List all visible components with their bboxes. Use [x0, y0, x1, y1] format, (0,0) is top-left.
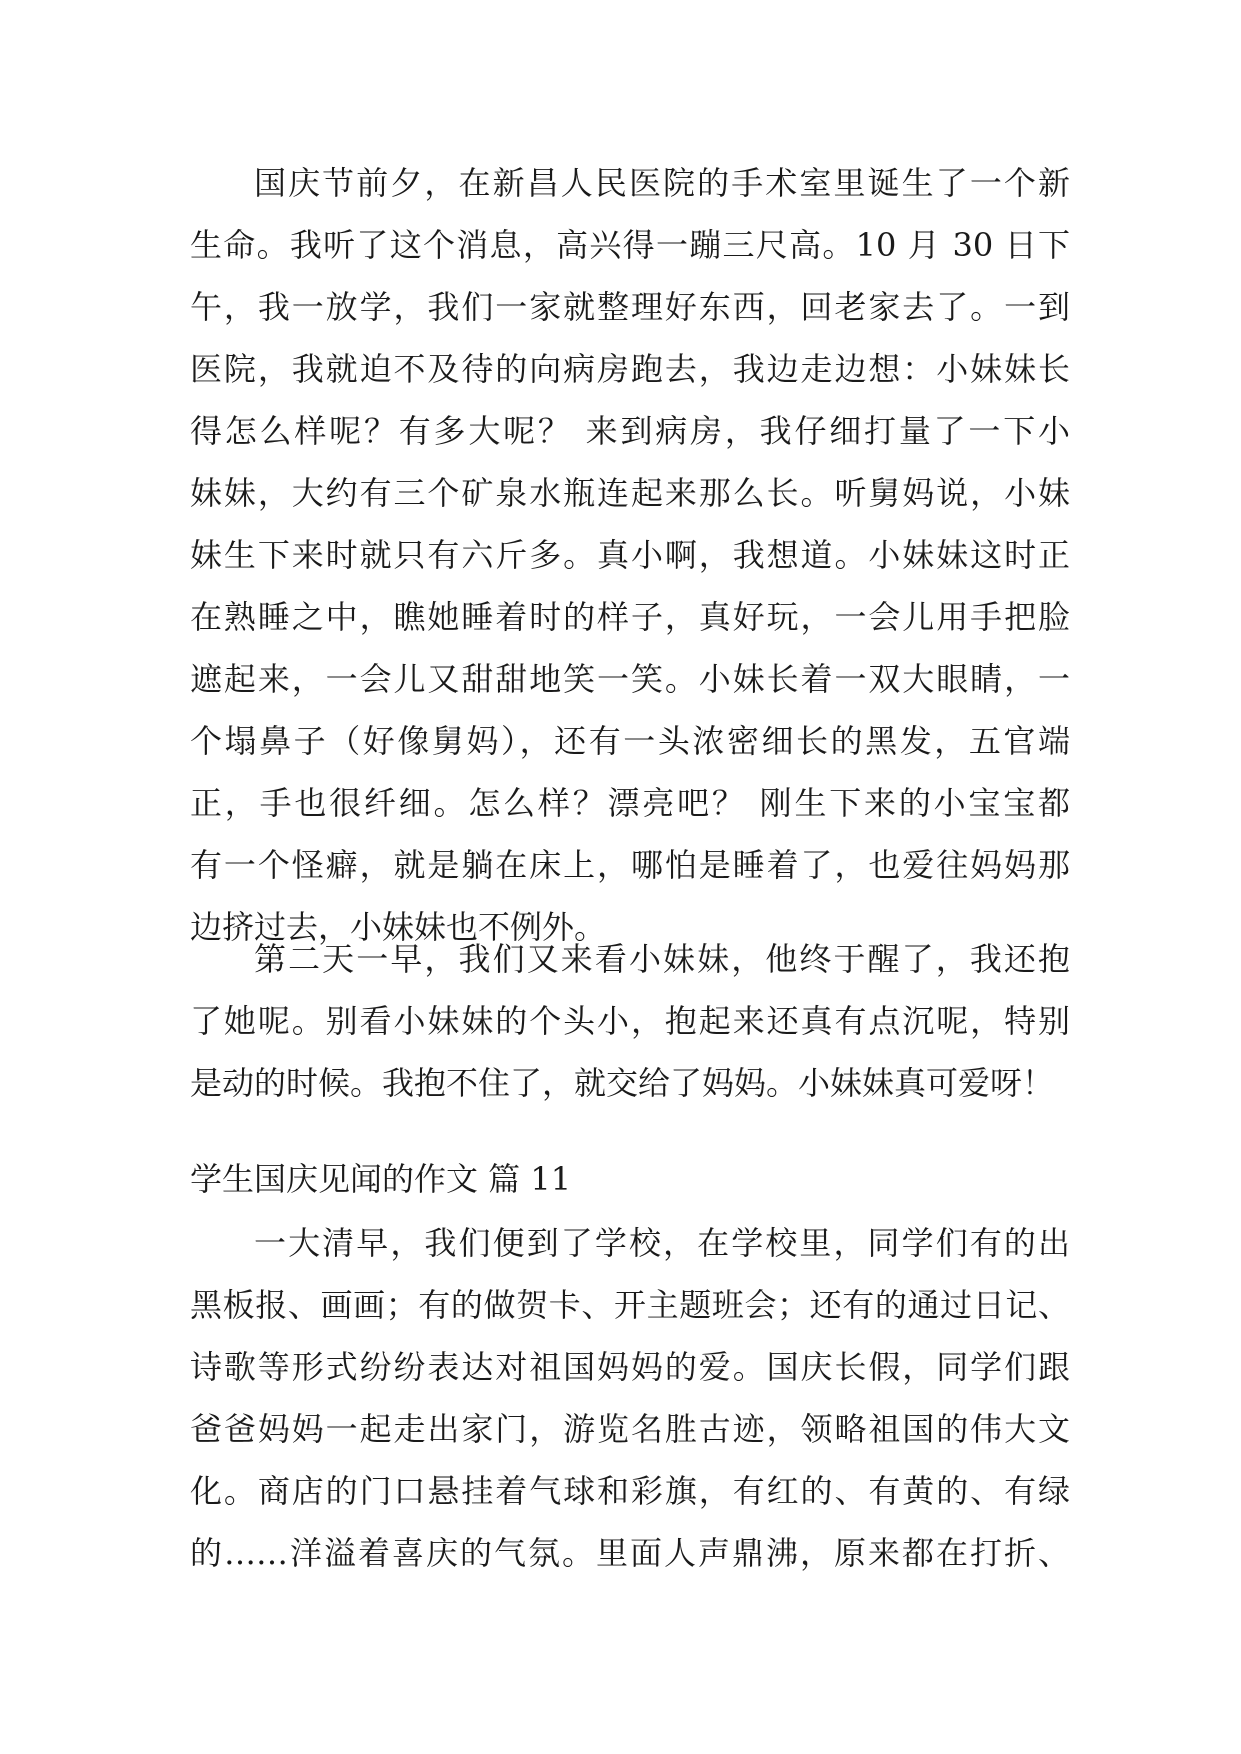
paragraph-school-celebration: [190, 1212, 1070, 1584]
paragraph-line: 的……洋溢着喜庆的气氛。里面人声鼎沸，原来都在打折、: [190, 1534, 1070, 1572]
paragraph-line: 是动的时候。我抱不住了，就交给了妈妈。小妹妹真可爱呀！: [190, 1064, 1055, 1102]
paragraph-holding-sister: [190, 928, 1070, 1114]
section-heading: 学生国庆见闻的作文 篇 11: [190, 1160, 572, 1198]
paragraph-line: 第二天一早，我们又来看小妹妹，他终于醒了，我还抱: [254, 940, 1070, 978]
paragraph-line: 边挤过去，小妹妹也不例外。: [190, 908, 607, 946]
paragraph-line: 爸爸妈妈一起走出家门，游览名胜古迹，领略祖国的伟大文: [190, 1410, 1070, 1448]
paragraph-line: 有一个怪癖，就是躺在床上，哪怕是睡着了，也爱往妈妈那: [190, 846, 1070, 884]
paragraph-line: 午，我一放学，我们一家就整理好东西，回老家去了。一到: [190, 288, 1070, 326]
paragraph-line: 在熟睡之中，瞧她睡着时的样子，真好玩，一会儿用手把脸: [190, 598, 1070, 636]
paragraph-line: 个塌鼻子（好像舅妈），还有一头浓密细长的黑发，五官端: [190, 722, 1070, 760]
paragraph-line: 一大清早，我们便到了学校，在学校里，同学们有的出: [254, 1224, 1070, 1262]
paragraph-line: 生命。我听了这个消息，高兴得一蹦三尺高。10 月 30 日下: [190, 226, 1070, 264]
paragraph-birth-of-sister: [190, 152, 1070, 958]
paragraph-line: 医院，我就迫不及待的向病房跑去，我边走边想：小妹妹长: [190, 350, 1070, 388]
paragraph-line: 遮起来，一会儿又甜甜地笑一笑。小妹长着一双大眼睛，一: [190, 660, 1070, 698]
paragraph-line: 正，手也很纤细。怎么样？漂亮吧？ 刚生下来的小宝宝都: [190, 784, 1070, 822]
paragraph-line: 妹生下来时就只有六斤多。真小啊，我想道。小妹妹这时正: [190, 536, 1070, 574]
paragraph-line: 黑板报、画画；有的做贺卡、开主题班会；还有的通过日记、: [190, 1286, 1070, 1324]
paragraph-line: 诗歌等形式纷纷表达对祖国妈妈的爱。国庆长假，同学们跟: [190, 1348, 1070, 1386]
paragraph-line: 得怎么样呢？有多大呢？ 来到病房，我仔细打量了一下小: [190, 412, 1070, 450]
paragraph-line: 国庆节前夕，在新昌人民医院的手术室里诞生了一个新: [254, 164, 1070, 202]
paragraph-line: 妹妹，大约有三个矿泉水瓶连起来那么长。听舅妈说，小妹: [190, 474, 1070, 512]
paragraph-line: 化。商店的门口悬挂着气球和彩旗，有红的、有黄的、有绿: [190, 1472, 1070, 1510]
paragraph-line: 了她呢。别看小妹妹的个头小，抱起来还真有点沉呢，特别: [190, 1002, 1070, 1040]
